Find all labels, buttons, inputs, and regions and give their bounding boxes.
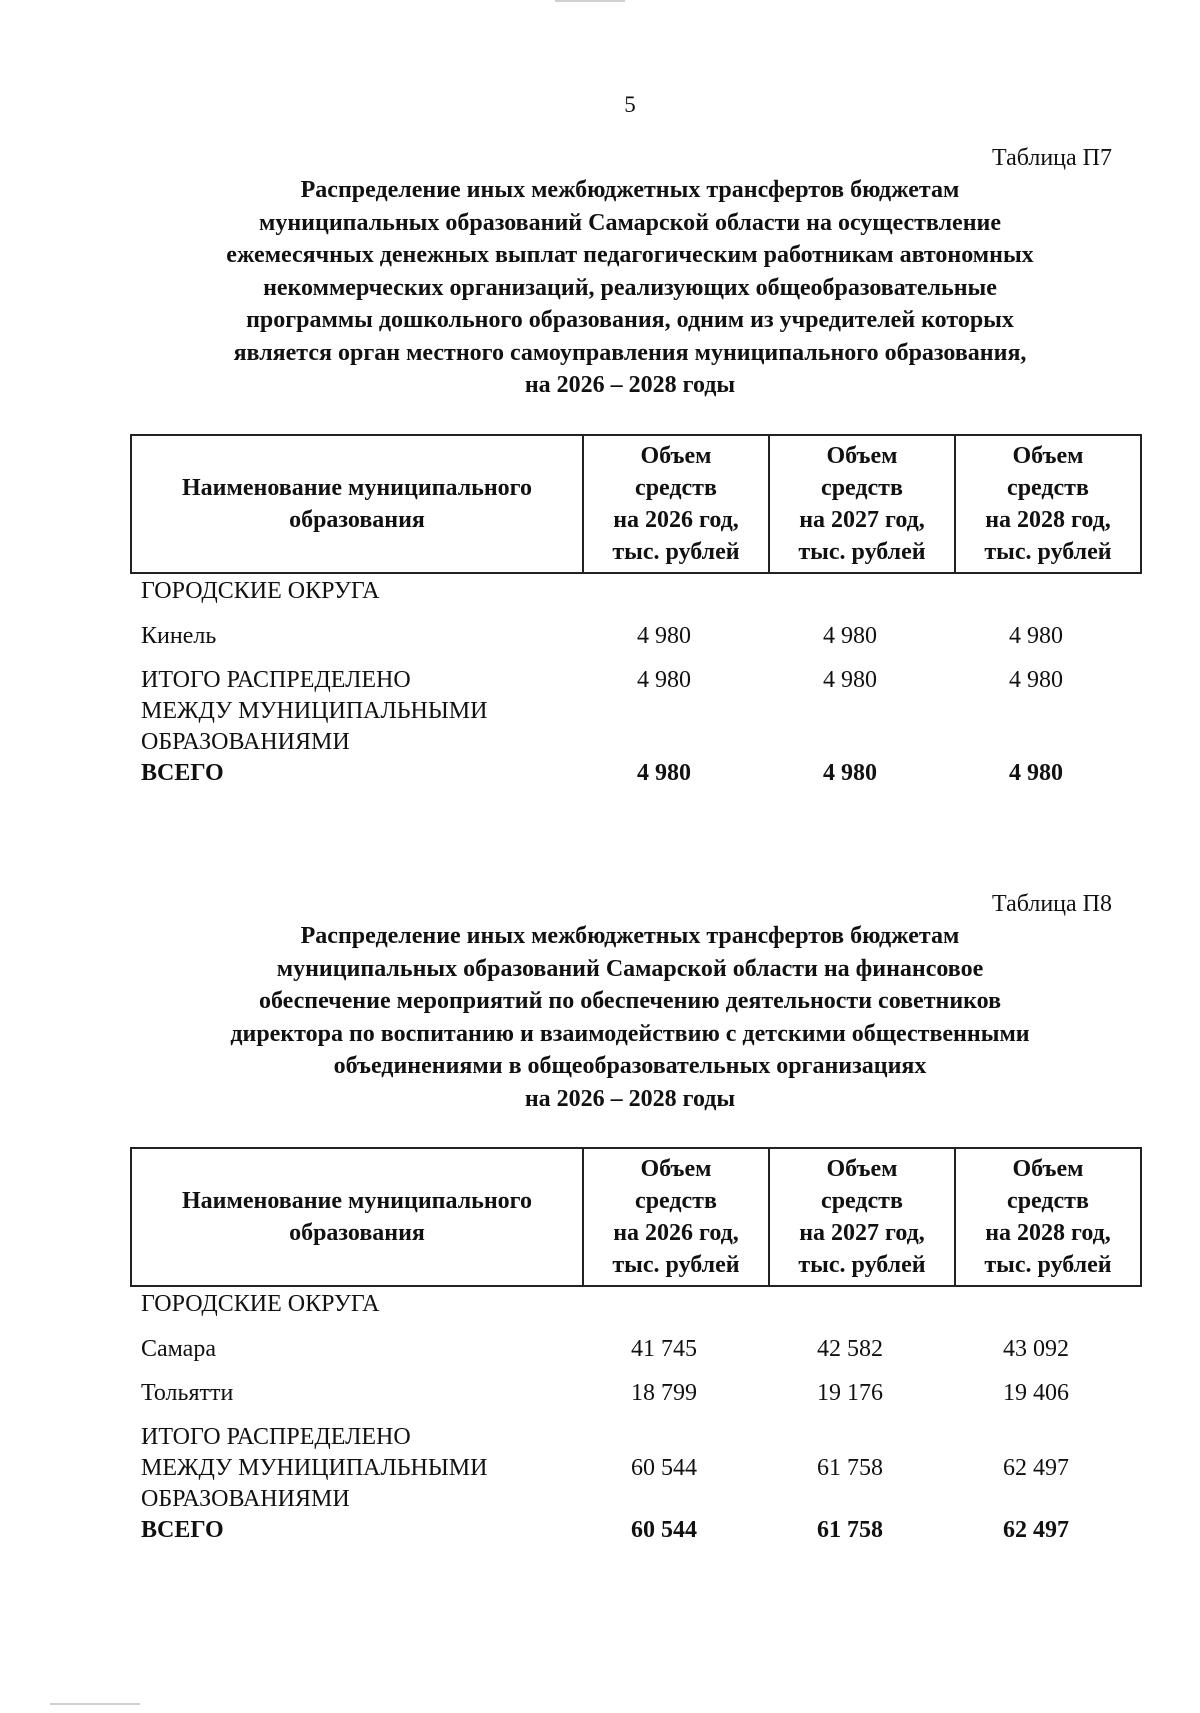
total-label — [131, 657, 583, 760]
table-row — [131, 1326, 1141, 1370]
allocation-table-p8 — [130, 1147, 1142, 1553]
group-row — [131, 1286, 1141, 1326]
title-line: является орган местного самоуправления муниципального образования, — [233, 339, 1027, 366]
header-line: на 2026 год, — [613, 1220, 739, 1246]
allocation-table-p7 — [130, 434, 1142, 796]
title-line: обеспечение мероприятий по обеспечению деятельности советников — [258, 988, 1002, 1014]
header-line: Объем — [826, 1156, 898, 1182]
value-2026: 4 980 — [637, 622, 691, 649]
header-line: Объем — [640, 442, 712, 469]
municipality-name: Кинель — [141, 622, 217, 649]
grand-total-label: ВСЕГО — [141, 1517, 224, 1543]
header-2027 — [769, 435, 955, 573]
header-line: на 2028 год, — [985, 506, 1111, 533]
header-2026 — [583, 1148, 769, 1286]
grand-total-2028: 4 980 — [1009, 759, 1063, 786]
municipality-name: Тольятти — [141, 1380, 234, 1406]
header-line: тыс. рублей — [612, 1252, 740, 1278]
header-line: тыс. рублей — [984, 538, 1112, 565]
header-municipality: Наименование муниципального образования — [131, 1148, 583, 1286]
scan-artifact — [555, 0, 625, 2]
table-label: Таблица П8 — [992, 891, 1112, 917]
value-2026: 41 745 — [631, 1336, 697, 1362]
total-label-line: МЕЖДУ МУНИЦИПАЛЬНЫМИ — [141, 1455, 488, 1481]
grand-total-2026: 60 544 — [631, 1517, 697, 1543]
group-label: ГОРОДСКИЕ ОКРУГА — [141, 1291, 380, 1317]
grand-total-label: ВСЕГО — [141, 759, 224, 786]
header-line: тыс. рублей — [798, 1252, 926, 1278]
grand-total-2026: 4 980 — [637, 759, 691, 786]
value-2027: 42 582 — [817, 1336, 883, 1362]
total-2027: 4 980 — [823, 666, 877, 693]
table-row — [131, 613, 1141, 657]
table-row — [131, 1370, 1141, 1414]
title-line: объединениями в общеобразовательных организациях — [333, 1053, 927, 1079]
header-line: средств — [821, 1188, 903, 1214]
value-2028: 43 092 — [1003, 1336, 1069, 1362]
title-line: Распределение иных межбюджетных трансфертов бюджетам — [300, 923, 960, 949]
title-line: Распределение иных межбюджетных трансфертов бюджетам — [300, 177, 960, 203]
total-row — [131, 1414, 1141, 1517]
total-row — [131, 657, 1141, 760]
table-block-p7 — [0, 142, 1200, 796]
page-number: 5 — [624, 92, 636, 117]
header-2027 — [769, 1148, 955, 1286]
header-line: тыс. рублей — [798, 538, 926, 565]
header-line: на 2027 год, — [799, 1220, 925, 1246]
value-2028: 4 980 — [1009, 622, 1063, 649]
table-label: Таблица П7 — [992, 145, 1112, 171]
header-line: средств — [821, 474, 903, 501]
table-block-p8 — [0, 888, 1200, 1553]
total-2027: 61 758 — [817, 1455, 883, 1481]
header-line: средств — [635, 474, 717, 501]
total-2028: 4 980 — [1009, 666, 1063, 693]
title-line: программы дошкольного образования, одним из учредителей которых — [246, 307, 1014, 333]
header-2028 — [955, 435, 1141, 573]
group-label: ГОРОДСКИЕ ОКРУГА — [141, 577, 380, 604]
grand-total-row — [131, 1517, 1141, 1553]
title-line: муниципальных образований Самарской области на финансовое — [276, 955, 984, 982]
header-line: средств — [1007, 474, 1089, 501]
header-line: Объем — [1012, 442, 1084, 469]
grand-total-2028: 62 497 — [1003, 1517, 1069, 1543]
header-line: средств — [1007, 1188, 1089, 1214]
total-label — [131, 1414, 583, 1517]
title-line: некоммерческих организаций, реализующих общеобразовательные — [263, 274, 997, 301]
municipality-name: Самара — [141, 1336, 216, 1362]
table-header-row — [131, 435, 1141, 573]
total-label-line: ОБРАЗОВАНИЯМИ — [141, 1486, 350, 1512]
header-line: тыс. рублей — [612, 538, 740, 565]
total-2028: 62 497 — [1003, 1455, 1069, 1481]
table-header-row — [131, 1148, 1141, 1286]
scan-artifact — [50, 1703, 140, 1705]
header-line: Объем — [1012, 1156, 1084, 1182]
table-title — [130, 920, 1130, 1115]
grand-total-row — [131, 760, 1141, 796]
total-label-line: ОБРАЗОВАНИЯМИ — [141, 728, 350, 755]
header-2026 — [583, 435, 769, 573]
title-line: ежемесячных денежных выплат педагогическим работникам автономных — [226, 242, 1034, 268]
group-row — [131, 573, 1141, 613]
title-line: директора по воспитанию и взаимодействию с детскими общественными — [230, 1020, 1030, 1047]
value-2026: 18 799 — [631, 1380, 697, 1406]
total-2026: 60 544 — [631, 1455, 697, 1481]
header-line: на 2026 год, — [613, 506, 739, 533]
value-2027: 4 980 — [823, 622, 877, 649]
title-line: муниципальных образований Самарской области на осуществление — [259, 209, 1001, 236]
header-line: Объем — [826, 442, 898, 469]
header-line: на 2028 год, — [985, 1220, 1111, 1246]
title-line: на 2026 – 2028 годы — [524, 372, 736, 398]
total-label-line: МЕЖДУ МУНИЦИПАЛЬНЫМИ — [141, 697, 488, 724]
title-line: на 2026 – 2028 годы — [524, 1085, 736, 1112]
header-2028 — [955, 1148, 1141, 1286]
header-line: на 2027 год, — [799, 506, 925, 533]
table-title — [130, 174, 1130, 402]
grand-total-2027: 4 980 — [823, 759, 877, 786]
header-line: Объем — [640, 1156, 712, 1182]
header-line: средств — [635, 1188, 717, 1214]
header-municipality: Наименование муниципального образования — [131, 435, 583, 573]
total-label-line: ИТОГО РАСПРЕДЕЛЕНО — [141, 666, 411, 693]
value-2027: 19 176 — [817, 1380, 883, 1406]
header-line: тыс. рублей — [984, 1252, 1112, 1278]
value-2028: 19 406 — [1003, 1380, 1069, 1406]
grand-total-2027: 61 758 — [817, 1517, 883, 1543]
total-label-line: ИТОГО РАСПРЕДЕЛЕНО — [141, 1424, 411, 1450]
total-2026: 4 980 — [637, 666, 691, 693]
